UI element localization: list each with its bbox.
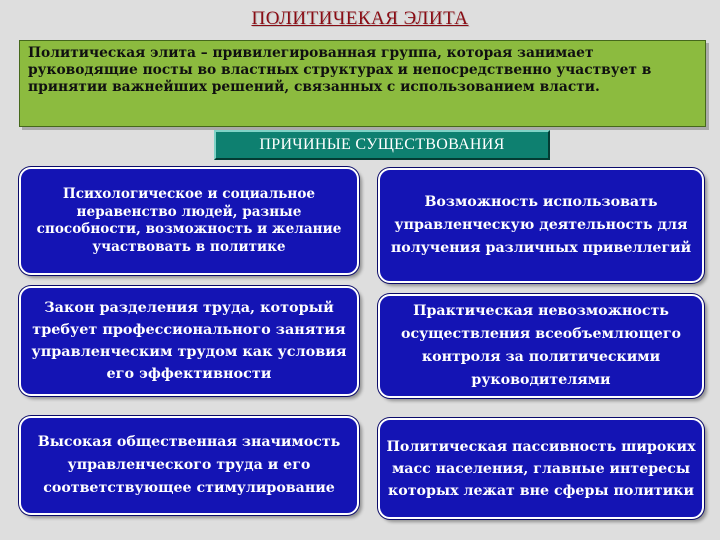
- definition-box: [19, 40, 706, 127]
- cause-box: [378, 168, 704, 283]
- cause-box: [378, 294, 704, 398]
- cause-text: Высокая общественная значимость управленческого труда и его соответствующее стимулирование: [37, 434, 341, 496]
- cause-text: Закон разделения труда, который требует профессионального занятия управленческим трудом как условия его эффективности: [31, 299, 347, 382]
- cause-box: [19, 286, 359, 396]
- cause-box: [19, 416, 359, 515]
- cause-text: Психологическое и социальное неравенство людей, разные способности, возможность и желание участвовать в политике: [36, 186, 342, 255]
- cause-text: Политическая пассивность широких масс населения, главные интересы которых лежат вне сферы политики: [386, 438, 696, 499]
- cause-box: [19, 167, 359, 275]
- section-label: ПРИЧИНЫЕ СУЩЕСТВОВАНИЯ: [214, 130, 550, 160]
- definition-text: Политическая элита – привилегированная группа, которая занимает руководящие посты во властных структурах и непосредственно участвует в принятии важнейших решений, связанных с использованием власти.: [28, 45, 652, 95]
- cause-text: Практическая невозможность осуществления всеобъемлющего контроля за политическими руководителями: [401, 303, 681, 388]
- slide-title: ПОЛИТИЧЕКАЯ ЭЛИТА: [251, 8, 469, 29]
- cause-text: Возможность использовать управленческую деятельность для получения различных привеллегий: [390, 194, 692, 256]
- cause-box: [378, 418, 704, 519]
